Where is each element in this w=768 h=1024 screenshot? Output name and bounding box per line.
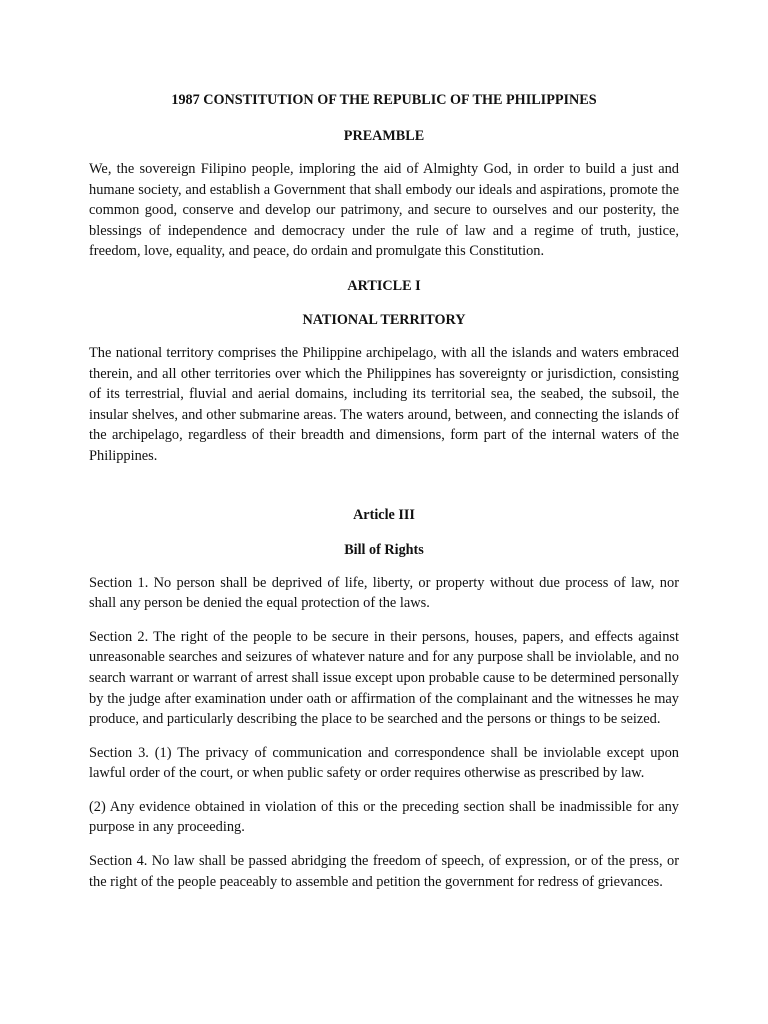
article-1-heading: ARTICLE I: [347, 277, 421, 294]
section-1-paragraph: Section 1. No person shall be deprived of life, liberty, or property without due process of law, nor shall any person be denied the equal protection of the laws.: [89, 574, 679, 612]
preamble-heading: PREAMBLE: [343, 128, 425, 144]
section-4-paragraph: Section 4. No law shall be passed abridging the freedom of speech, of expression, or of the press, or the right of the people peaceably to assemble and petition the government for redress of grievances.: [89, 853, 679, 890]
document-page: [89, 90, 679, 892]
section-3-paragraph: Section 3. (1) The privacy of communication and correspondence shall be inviolable except upon lawful order of the court, or when public safety or order requires otherwise as prescribed by law.: [89, 744, 679, 782]
article-1-title: NATIONAL TERRITORY: [302, 311, 466, 328]
article-3-heading: Article III: [353, 506, 415, 523]
document-title: 1987 CONSTITUTION OF THE REPUBLIC OF THE PHILIPPINES: [171, 92, 597, 108]
section-2-paragraph: Section 2. The right of the people to be secure in their persons, houses, papers, and effects against unreasonable searches and seizures of whatever nature and for any purpose shall be inviolable, and no search warrant or warrant of arrest shall issue except upon probable cause to be determined personally by the judge after examination under oath or affirmation of the complainant and the witnesses he may produce, and particularly describing the place to be searched and the persons or things to be seized.: [89, 628, 679, 728]
section-3-2-paragraph: (2) Any evidence obtained in violation of this or the preceding section shall be inadmissible for any purpose in any proceeding.: [89, 798, 679, 836]
preamble-paragraph: We, the sovereign Filipino people, imploring the aid of Almighty God, in order to build a just and humane society, and establish a Government that shall embody our ideals and aspirations, promote the common good, conserve and develop our patrimony, and secure to ourselves and our posterity, the blessings of independence and democracy under the rule of law and a regime of truth, justice, freedom, love, equality, and peace, do ordain and promulgate this Constitution.: [89, 161, 679, 260]
article-3-title: Bill of Rights: [344, 541, 424, 558]
article-1-paragraph: The national territory comprises the Philippine archipelago, with all the islands and waters embraced therein, and all other territories over which the Philippines has sovereignty or jurisdiction, consisting of its terrestrial, fluvial and aerial domains, including its territorial sea, the seabed, the subsoil, the insular shelves, and other submarine areas. The waters around, between, and connecting the islands of the archipelago, regardless of their breadth and dimensions, form part of the internal waters of the Philippines.: [89, 344, 679, 464]
